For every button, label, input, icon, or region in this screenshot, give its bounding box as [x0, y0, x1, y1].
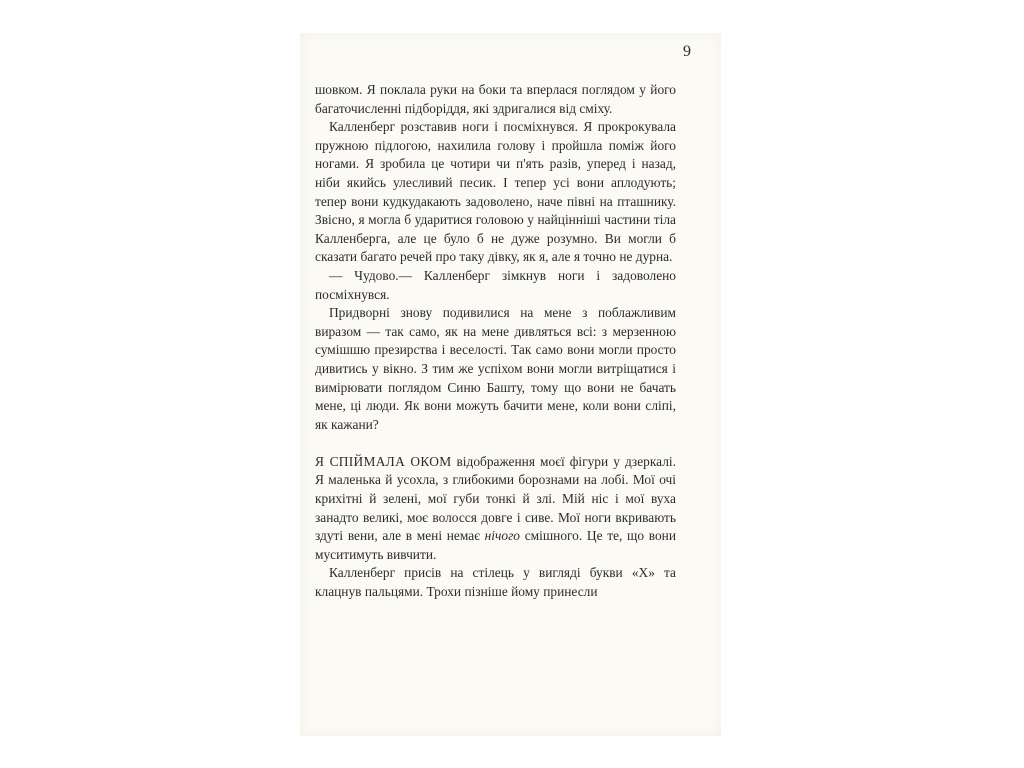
- paragraph-3: — Чудово.— Калленберг зімкнув ноги і задоволено посміхнувся.: [315, 267, 676, 302]
- paragraph-1: шовком. Я поклала руки на боки та вперлася поглядом у його багаточисленні підборіддя, які здригалися від сміху.: [315, 82, 676, 116]
- section-lead-words: Я СПІЙМАЛА ОКОМ: [315, 453, 452, 469]
- paragraph-6: Калленберг присів на стілець у вигляді букви «Х» та клацнув пальцями. Трохи пізніше йому принесли: [315, 565, 676, 600]
- body-text: [315, 81, 676, 602]
- paragraph-4: Придворні знову подивилися на мене з поблажливим виразом — так само, як на мене дивляться всі: з мерзенною сумішшю презирства і веселості. Так само вони могли просто дивитись у вікно. З тим же успіхом вони могли витріщатися і вимірювати поглядом Синю Башту, тому що вони не бачать мене, ці люди. Як вони можуть бачити мене, коли вони сліпі, як кажани?: [315, 305, 676, 432]
- paragraph-5-italic: нічого: [484, 528, 521, 544]
- book-page-scan: [300, 33, 721, 736]
- page-number: 9: [683, 43, 691, 60]
- paragraph-5-text-b: смішного. Це те, що вони муситимуть вивчити.: [315, 528, 676, 562]
- paragraph-5: [315, 453, 676, 565]
- paragraph-2: Калленберг розставив ноги і посміхнувся. Я прокрокувала пружною підлогою, нахилила голову і пройшла поміж його ногами. Я зробила це чотири чи п'ять разів, уперед і назад, ніби якийсь улесливий песик. І тепер усі вони аплодують; тепер вони кудкудакають задоволено, наче півні на пташнику. Звісно, я могла б ударитися головою у найцінніші частини тіла Калленберга, але це було б не дуже розумно. Ви могли б сказати багато речей про таку дівку, як я, але я точно не дурна.: [315, 119, 676, 265]
- paragraph-5-text-a: відображення моєї фігури у дзеркалі. Я маленька й усохла, з глибокими борознами на лобі. Мої очі крихітні й зелені, мої губи тонкі й злі. Мій ніс і мої вуха занадто великі, моє волосся довге і сиве. Мої ноги вкривають здуті вени, але в мені немає: [315, 453, 676, 544]
- section-break: [315, 434, 676, 453]
